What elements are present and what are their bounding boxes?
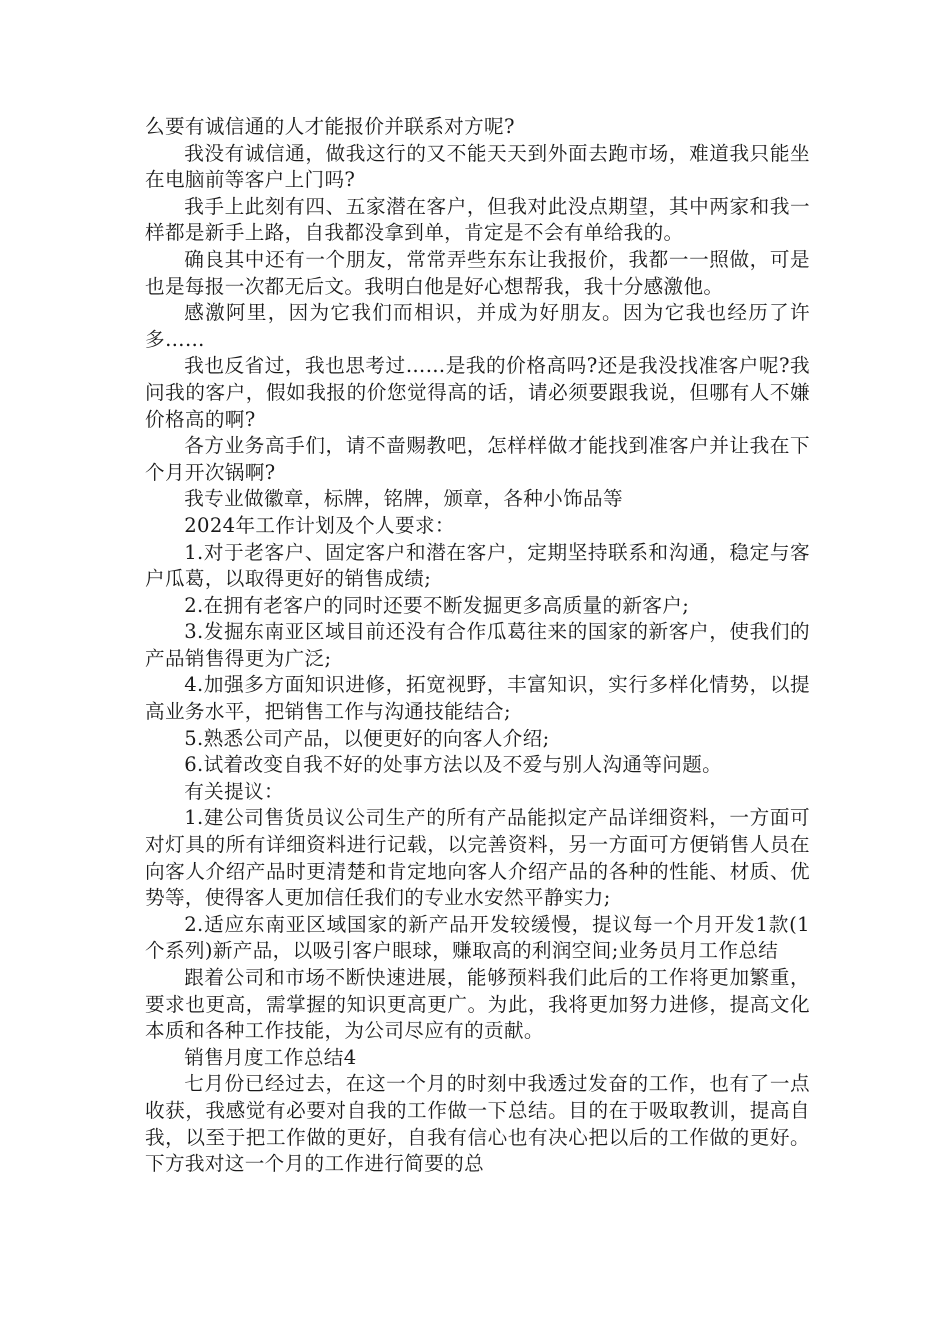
list-item: 4.加强多方面知识进修，拓宽视野，丰富知识，实行多样化情势，以提高业务水平，把销售工作与沟通技能结合;	[145, 673, 810, 724]
paragraph: 各方业务高手们，请不啬赐教吧，怎样样做才能找到准客户并让我在下个月开次锅啊?	[145, 434, 810, 484]
list-item: 1.建公司售货员议公司生产的所有产品能拟定产品详细资料，一方面可对灯具的所有详细资料进行记载，以完善资料，另一方面可方便销售人员在向客人介绍产品时更清楚和肯定地向客人介绍产品的各种的性能、材质、优势等，使得客人更加信任我们的专业水安然平静实力;	[145, 806, 810, 910]
paragraph: 我专业做徽章，标牌，铭牌，颁章，各种小饰品等	[184, 487, 623, 511]
list-item: 1.对于老客户、固定客户和潜在客户，定期坚持联系和沟通，稳定与客户瓜葛，以取得更好的销售成绩;	[145, 540, 810, 591]
list-item: 2.在拥有老客户的同时还要不断发掘更多高质量的新客户;	[184, 593, 690, 617]
paragraph: 么要有诚信通的人才能报价并联系对方呢?	[145, 115, 515, 138]
paragraph: 确良其中还有一个朋友，常常弄些东东让我报价，我都一一照做，可是也是每报一次都无后文。我明白他是好心想帮我，我十分感激他。	[145, 247, 810, 298]
document-page	[145, 114, 810, 1178]
list-item: 5.熟悉公司产品，以便更好的向客人介绍;	[184, 726, 550, 750]
paragraph: 我没有诚信通，做我这行的又不能天天到外面去跑市场，难道我只能坐在电脑前等客户上门吗?	[145, 141, 810, 192]
paragraph: 我手上此刻有四、五家潜在客户，但我对此没点期望，其中两家和我一样都是新手上路，自我都没拿到单，肯定是不会有单给我的。	[145, 194, 810, 245]
paragraph: 感激阿里，因为它我们而相识，并成为好朋友。因为它我也经历了许多……	[145, 301, 810, 351]
paragraph: 七月份已经过去，在这一个月的时刻中我透过发奋的工作，也有了一点收获，我感觉有必要对自我的工作做一下总结。目的在于吸取教训，提高自我，以至于把工作做的更好，自我有信心也有决心把以后的工作做的更好。下方我对这一个月的工作进行简要的总	[145, 1072, 810, 1176]
list-item: 6.试着改变自我不好的处事方法以及不爱与别人沟通等问题。	[184, 753, 723, 777]
paragraph: 跟着公司和市场不断快速进展，能够预料我们此后的工作将更加繁重，要求也更高，需掌握的知识更高更广。为此，我将更加努力进修，提高文化本质和各种工作技能，为公司尽应有的贡献。	[145, 966, 810, 1043]
list-item: 3.发掘东南亚区域目前还没有合作瓜葛往来的国家的新客户，使我们的产品销售得更为广泛;	[145, 620, 810, 670]
paragraph: 我也反省过，我也思考过……是我的价格高吗?还是我没找准客户呢?我问我的客户，假如我报的价您觉得高的话，请必须要跟我说，但哪有人不嫌价格高的啊?	[145, 354, 810, 431]
section-heading: 有关提议：	[184, 779, 284, 803]
list-item: 2.适应东南亚区域国家的新产品开发较缓慢，提议每一个月开发1款(1个系列)新产品，以吸引客户眼球，赚取高的利润空间;业务员月工作总结	[145, 912, 810, 963]
section-heading: 销售月度工作总结4	[184, 1045, 357, 1069]
section-heading: 2024年工作计划及个人要求：	[184, 513, 455, 537]
